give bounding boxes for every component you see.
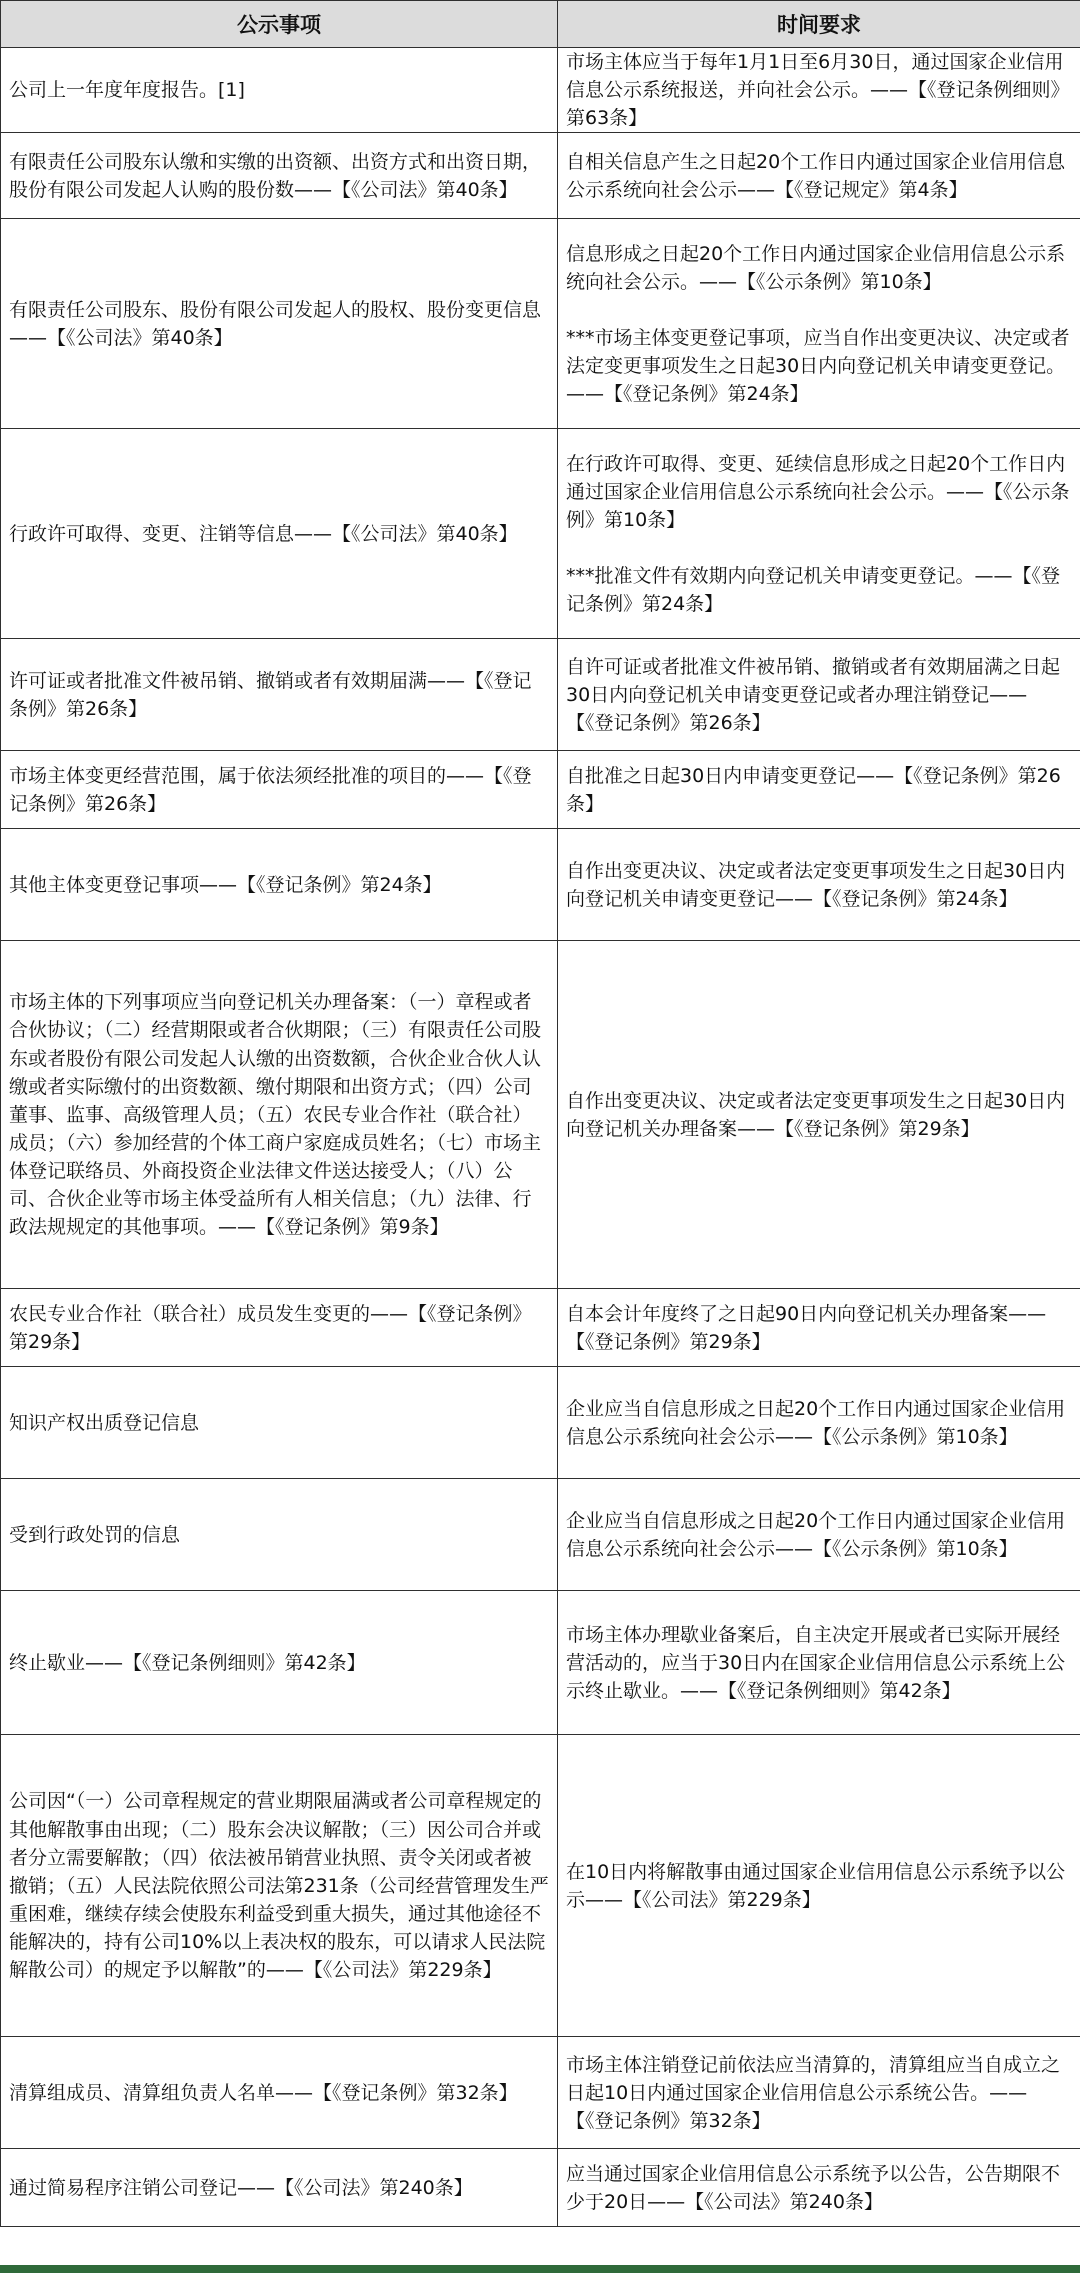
requirement-text: 自批准之日起30日内申请变更登记——【《登记条例》第26条】 bbox=[566, 764, 1061, 815]
item-cell: 市场主体的下列事项应当向登记机关办理备案：（一）章程或者合伙协议；（二）经营期限或者合伙期限；（三）有限责任公司股东或者股份有限公司发起人认缴的出资数额，合伙企业合伙人认缴或者实际缴付的出资数额、缴付期限和出资方式；（四）公司董事、监事、高级管理人员；（五）农民专业合作社（联合社）成员；（六）参加经营的个体工商户家庭成员姓名；（七）市场主体登记联络员、外商投资企业法律文件送达接受人；（八）公司、合伙企业等市场主体受益所有人相关信息；（九）法律、行政法规规定的其他事项。——【《登记条例》第9条】 bbox=[1, 941, 558, 1289]
requirement-text: 应当通过国家企业信用信息公示系统予以公告，公告期限不少于20日——【《公司法》第240条】 bbox=[566, 2162, 1061, 2213]
requirement-cell bbox=[558, 2037, 1080, 2149]
column-header-item: 公示事项 bbox=[1, 1, 558, 48]
requirement-text: 市场主体应当于每年1月1日至6月30日，通过国家企业信用信息公示系统报送，并向社会公示。——【《登记条例细则》第63条】 bbox=[566, 51, 1070, 130]
table-row bbox=[1, 429, 1080, 639]
column-header-requirement: 时间要求 bbox=[558, 1, 1080, 48]
item-cell: 通过简易程序注销公司登记——【《公司法》第240条】 bbox=[1, 2149, 558, 2227]
table-row bbox=[1, 1289, 1080, 1367]
table-row bbox=[1, 133, 1080, 219]
item-cell: 终止歇业——【《登记条例细则》第42条】 bbox=[1, 1591, 558, 1735]
item-cell: 公司因“（一）公司章程规定的营业期限届满或者公司章程规定的其他解散事由出现；（二）股东会决议解散；（三）因公司合并或者分立需要解散；（四）依法被吊销营业执照、责令关闭或者被撤销；（五）人民法院依照公司法第231条（公司经营管理发生严重困难，继续存续会使股东利益受到重大损失，通过其他途径不能解决的，持有公司10%以上表决权的股东，可以请求人民法院解散公司）的规定予以解散”的——【《公司法》第229条】 bbox=[1, 1735, 558, 2037]
bottom-accent-bar bbox=[0, 2265, 1080, 2273]
requirement-cell bbox=[558, 1367, 1080, 1479]
requirement-text: 市场主体注销登记前依法应当清算的，清算组应当自成立之日起10日内通过国家企业信用信息公示系统公告。——【《登记条例》第32条】 bbox=[566, 2053, 1061, 2132]
item-cell: 知识产权出质登记信息 bbox=[1, 1367, 558, 1479]
requirement-cell bbox=[558, 751, 1080, 829]
table-row bbox=[1, 639, 1080, 751]
requirement-text: 自作出变更决议、决定或者法定变更事项发生之日起30日内向登记机关办理备案——【《登记条例》第29条】 bbox=[566, 1089, 1066, 1140]
item-cell: 有限责任公司股东认缴和实缴的出资额、出资方式和出资日期，股份有限公司发起人认购的股份数——【《公司法》第40条】 bbox=[1, 133, 558, 219]
table-row bbox=[1, 219, 1080, 429]
requirement-cell bbox=[558, 133, 1080, 219]
requirement-cell bbox=[558, 639, 1080, 751]
requirement-cell bbox=[558, 829, 1080, 941]
item-cell: 其他主体变更登记事项——【《登记条例》第24条】 bbox=[1, 829, 558, 941]
requirement-text: 市场主体办理歇业备案后，自主决定开展或者已实际开展经营活动的，应当于30日内在国家企业信用信息公示系统上公示终止歇业。——【《登记条例细则》第42条】 bbox=[566, 1623, 1066, 1702]
table-row bbox=[1, 941, 1080, 1289]
item-cell: 许可证或者批准文件被吊销、撤销或者有效期届满——【《登记条例》第26条】 bbox=[1, 639, 558, 751]
requirement-text: 在行政许可取得、变更、延续信息形成之日起20个工作日内通过国家企业信用信息公示系统向社会公示。——【《公示条例》第10条】 ***批准文件有效期内向登记机关申请变更登记。——【《登记条例》第24条】 bbox=[566, 452, 1070, 616]
requirement-cell bbox=[558, 429, 1080, 639]
requirement-text: 在10日内将解散事由通过国家企业信用信息公示系统予以公示——【《公司法》第229条】 bbox=[566, 1860, 1066, 1911]
requirement-cell bbox=[558, 1591, 1080, 1735]
table-row bbox=[1, 2149, 1080, 2227]
requirement-cell bbox=[558, 48, 1080, 133]
table-row bbox=[1, 1591, 1080, 1735]
requirement-cell bbox=[558, 219, 1080, 429]
item-cell: 公司上一年度年度报告。[1] bbox=[1, 48, 558, 133]
table-row bbox=[1, 751, 1080, 829]
requirement-text: 企业应当自信息形成之日起20个工作日内通过国家企业信用信息公示系统向社会公示——【《公示条例》第10条】 bbox=[566, 1509, 1066, 1560]
item-cell: 有限责任公司股东、股份有限公司发起人的股权、股份变更信息——【《公司法》第40条】 bbox=[1, 219, 558, 429]
item-cell: 市场主体变更经营范围，属于依法须经批准的项目的——【《登记条例》第26条】 bbox=[1, 751, 558, 829]
requirement-text: 企业应当自信息形成之日起20个工作日内通过国家企业信用信息公示系统向社会公示——【《公示条例》第10条】 bbox=[566, 1397, 1066, 1448]
requirement-text: 自作出变更决议、决定或者法定变更事项发生之日起30日内向登记机关申请变更登记——【《登记条例》第24条】 bbox=[566, 859, 1066, 910]
requirement-cell bbox=[558, 1479, 1080, 1591]
requirement-text: 信息形成之日起20个工作日内通过国家企业信用信息公示系统向社会公示。——【《公示条例》第10条】 ***市场主体变更登记事项，应当自作出变更决议、决定或者法定变更事项发生之日起30日内向登记机关申请变更登记。——【《登记条例》第24条】 bbox=[566, 242, 1070, 406]
requirement-text: 自相关信息产生之日起20个工作日内通过国家企业信用信息公示系统向社会公示——【《登记规定》第4条】 bbox=[566, 150, 1066, 201]
requirement-cell bbox=[558, 941, 1080, 1289]
requirement-cell bbox=[558, 2149, 1080, 2227]
requirement-text: 自本会计年度终了之日起90日内向登记机关办理备案——【《登记条例》第29条】 bbox=[566, 1302, 1047, 1353]
requirement-cell bbox=[558, 1289, 1080, 1367]
table-row bbox=[1, 2037, 1080, 2149]
table-row bbox=[1, 1479, 1080, 1591]
table-row bbox=[1, 1367, 1080, 1479]
table-row bbox=[1, 829, 1080, 941]
table-row bbox=[1, 1735, 1080, 2037]
table-header-row bbox=[1, 1, 1080, 48]
requirement-cell bbox=[558, 1735, 1080, 2037]
item-cell: 受到行政处罚的信息 bbox=[1, 1479, 558, 1591]
table-row bbox=[1, 48, 1080, 133]
requirement-text: 自许可证或者批准文件被吊销、撤销或者有效期届满之日起30日内向登记机关申请变更登记或者办理注销登记——【《登记条例》第26条】 bbox=[566, 655, 1061, 734]
item-cell: 清算组成员、清算组负责人名单——【《登记条例》第32条】 bbox=[1, 2037, 558, 2149]
item-cell: 农民专业合作社（联合社）成员发生变更的——【《登记条例》第29条】 bbox=[1, 1289, 558, 1367]
item-cell: 行政许可取得、变更、注销等信息——【《公司法》第40条】 bbox=[1, 429, 558, 639]
